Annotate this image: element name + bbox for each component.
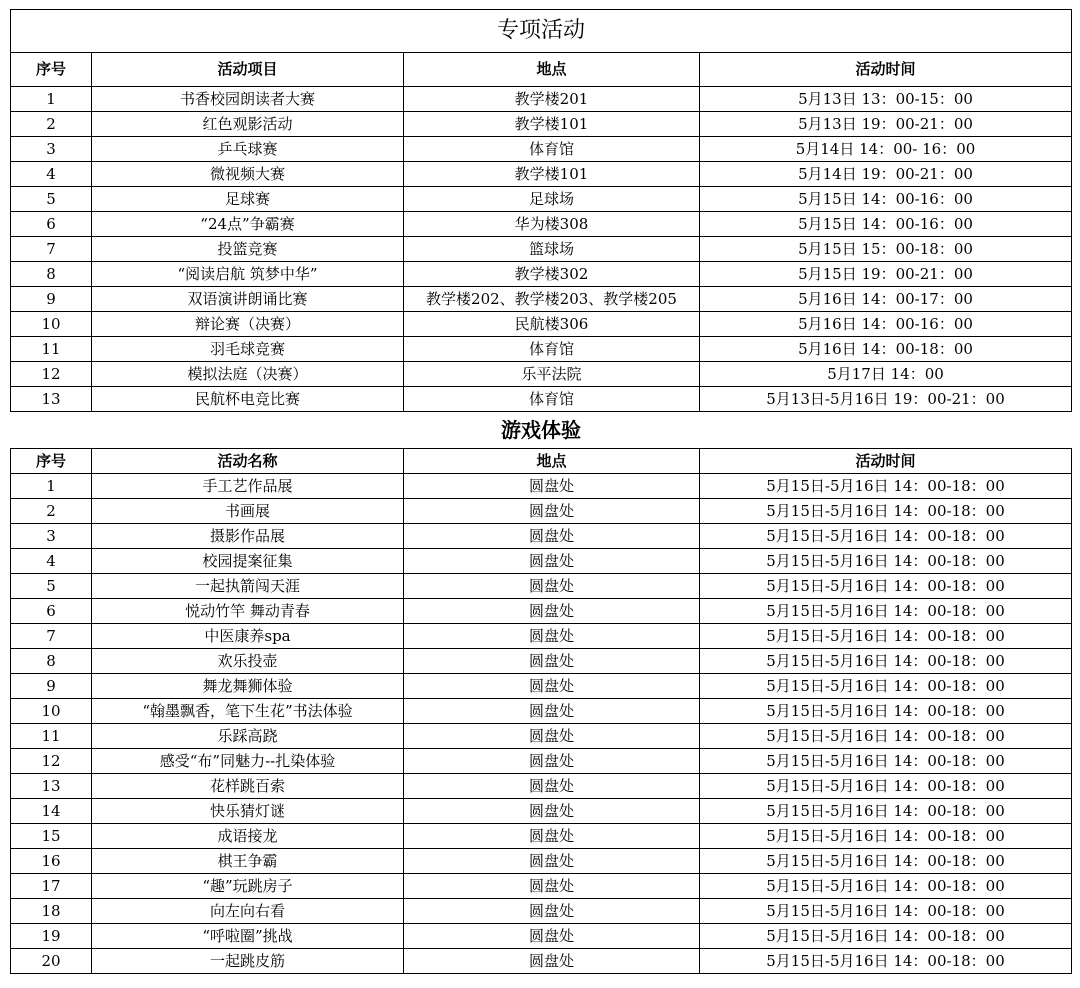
- activity-name-cell: 快乐猜灯谜: [92, 799, 404, 824]
- activity-name-cell: 花样跳百索: [92, 774, 404, 799]
- location-cell: 教学楼202、教学楼203、教学楼205: [404, 287, 700, 312]
- location-cell: 圆盘处: [404, 824, 700, 849]
- location-cell: 民航楼306: [404, 312, 700, 337]
- location-cell: 体育馆: [404, 387, 700, 412]
- time-cell: 5月15日-5月16日 14：00-18：00: [700, 774, 1072, 799]
- time-cell: 5月15日-5月16日 14：00-18：00: [700, 524, 1072, 549]
- table-row: [11, 312, 1072, 337]
- index-cell: 12: [11, 362, 92, 387]
- time-cell: 5月16日 14：00-16：00: [700, 312, 1072, 337]
- time-cell: 5月15日-5月16日 14：00-18：00: [700, 499, 1072, 524]
- index-cell: 20: [11, 949, 92, 974]
- location-cell: 圆盘处: [404, 874, 700, 899]
- table-row: [11, 649, 1072, 674]
- index-cell: 5: [11, 574, 92, 599]
- section1-header-index: 序号: [11, 53, 92, 87]
- time-cell: 5月15日-5月16日 14：00-18：00: [700, 574, 1072, 599]
- index-cell: 4: [11, 162, 92, 187]
- activity-schedule-table: [10, 9, 1072, 974]
- activity-name-cell: 一起跳皮筋: [92, 949, 404, 974]
- location-cell: 圆盘处: [404, 674, 700, 699]
- index-cell: 17: [11, 874, 92, 899]
- location-cell: 乐平法院: [404, 362, 700, 387]
- section1-title-row: [11, 10, 1072, 53]
- index-cell: 10: [11, 312, 92, 337]
- activity-name-cell: 红色观影活动: [92, 112, 404, 137]
- index-cell: 1: [11, 87, 92, 112]
- index-cell: 2: [11, 112, 92, 137]
- location-cell: 教学楼101: [404, 112, 700, 137]
- index-cell: 10: [11, 699, 92, 724]
- location-cell: 圆盘处: [404, 499, 700, 524]
- table-row: [11, 137, 1072, 162]
- time-cell: 5月15日 19：00-21：00: [700, 262, 1072, 287]
- table-row: [11, 674, 1072, 699]
- time-cell: 5月15日-5月16日 14：00-18：00: [700, 549, 1072, 574]
- table-row: [11, 774, 1072, 799]
- index-cell: 7: [11, 624, 92, 649]
- location-cell: 圆盘处: [404, 699, 700, 724]
- location-cell: 圆盘处: [404, 774, 700, 799]
- section1-header-time: 活动时间: [700, 53, 1072, 87]
- activity-name-cell: 中医康养spa: [92, 624, 404, 649]
- activity-name-cell: 民航杯电竞比赛: [92, 387, 404, 412]
- location-cell: 圆盘处: [404, 574, 700, 599]
- activity-name-cell: 手工艺作品展: [92, 474, 404, 499]
- activity-name-cell: 辩论赛（决赛）: [92, 312, 404, 337]
- index-cell: 15: [11, 824, 92, 849]
- location-cell: 教学楼302: [404, 262, 700, 287]
- section2-header-row: [11, 449, 1072, 474]
- index-cell: 5: [11, 187, 92, 212]
- schedule-body: [11, 10, 1072, 974]
- table-row: [11, 574, 1072, 599]
- time-cell: 5月15日-5月16日 14：00-18：00: [700, 649, 1072, 674]
- table-row: [11, 499, 1072, 524]
- location-cell: 教学楼101: [404, 162, 700, 187]
- location-cell: 教学楼201: [404, 87, 700, 112]
- location-cell: 圆盘处: [404, 849, 700, 874]
- index-cell: 4: [11, 549, 92, 574]
- index-cell: 9: [11, 674, 92, 699]
- time-cell: 5月15日 14：00-16：00: [700, 187, 1072, 212]
- location-cell: 足球场: [404, 187, 700, 212]
- table-row: [11, 699, 1072, 724]
- index-cell: 6: [11, 599, 92, 624]
- index-cell: 1: [11, 474, 92, 499]
- section1-header-name: 活动项目: [92, 53, 404, 87]
- index-cell: 9: [11, 287, 92, 312]
- index-cell: 18: [11, 899, 92, 924]
- index-cell: 2: [11, 499, 92, 524]
- index-cell: 7: [11, 237, 92, 262]
- table-row: [11, 724, 1072, 749]
- location-cell: 圆盘处: [404, 924, 700, 949]
- location-cell: 圆盘处: [404, 899, 700, 924]
- section2-title-row: [11, 412, 1072, 449]
- time-cell: 5月15日-5月16日 14：00-18：00: [700, 799, 1072, 824]
- activity-name-cell: 棋王争霸: [92, 849, 404, 874]
- table-row: [11, 237, 1072, 262]
- location-cell: 圆盘处: [404, 749, 700, 774]
- location-cell: 圆盘处: [404, 949, 700, 974]
- index-cell: 11: [11, 724, 92, 749]
- activity-name-cell: 向左向右看: [92, 899, 404, 924]
- table-row: [11, 474, 1072, 499]
- time-cell: 5月15日 14：00-16：00: [700, 212, 1072, 237]
- index-cell: 19: [11, 924, 92, 949]
- table-row: [11, 212, 1072, 237]
- time-cell: 5月14日 14：00- 16：00: [700, 137, 1072, 162]
- table-row: [11, 162, 1072, 187]
- time-cell: 5月15日-5月16日 14：00-18：00: [700, 749, 1072, 774]
- table-row: [11, 287, 1072, 312]
- time-cell: 5月15日-5月16日 14：00-18：00: [700, 899, 1072, 924]
- index-cell: 3: [11, 137, 92, 162]
- table-row: [11, 549, 1072, 574]
- activity-name-cell: 羽毛球竞赛: [92, 337, 404, 362]
- activity-name-cell: “趣”玩跳房子: [92, 874, 404, 899]
- index-cell: 12: [11, 749, 92, 774]
- table-row: [11, 187, 1072, 212]
- index-cell: 13: [11, 387, 92, 412]
- location-cell: 体育馆: [404, 137, 700, 162]
- index-cell: 14: [11, 799, 92, 824]
- table-row: [11, 924, 1072, 949]
- time-cell: 5月15日-5月16日 14：00-18：00: [700, 599, 1072, 624]
- location-cell: 圆盘处: [404, 624, 700, 649]
- location-cell: 篮球场: [404, 237, 700, 262]
- activity-name-cell: 欢乐投壶: [92, 649, 404, 674]
- section2-header-time: 活动时间: [700, 449, 1072, 474]
- activity-name-cell: 校园提案征集: [92, 549, 404, 574]
- activity-name-cell: “24点”争霸赛: [92, 212, 404, 237]
- location-cell: 华为楼308: [404, 212, 700, 237]
- table-row: [11, 849, 1072, 874]
- activity-name-cell: “呼啦圈”挑战: [92, 924, 404, 949]
- index-cell: 16: [11, 849, 92, 874]
- time-cell: 5月15日-5月16日 14：00-18：00: [700, 924, 1072, 949]
- table-row: [11, 337, 1072, 362]
- time-cell: 5月15日-5月16日 14：00-18：00: [700, 849, 1072, 874]
- table-row: [11, 599, 1072, 624]
- activity-name-cell: 摄影作品展: [92, 524, 404, 549]
- time-cell: 5月15日-5月16日 14：00-18：00: [700, 474, 1072, 499]
- index-cell: 8: [11, 262, 92, 287]
- location-cell: 圆盘处: [404, 474, 700, 499]
- location-cell: 圆盘处: [404, 599, 700, 624]
- time-cell: 5月15日-5月16日 14：00-18：00: [700, 674, 1072, 699]
- index-cell: 6: [11, 212, 92, 237]
- time-cell: 5月15日-5月16日 14：00-18：00: [700, 949, 1072, 974]
- time-cell: 5月13日 13：00-15：00: [700, 87, 1072, 112]
- activity-name-cell: 乐踩高跷: [92, 724, 404, 749]
- time-cell: 5月15日-5月16日 14：00-18：00: [700, 824, 1072, 849]
- table-row: [11, 899, 1072, 924]
- activity-name-cell: 双语演讲朗诵比赛: [92, 287, 404, 312]
- table-row: [11, 524, 1072, 549]
- activity-name-cell: “阅读启航 筑梦中华”: [92, 262, 404, 287]
- location-cell: 圆盘处: [404, 724, 700, 749]
- section2-header-name: 活动名称: [92, 449, 404, 474]
- activity-name-cell: 投篮竞赛: [92, 237, 404, 262]
- section1-header-location: 地点: [404, 53, 700, 87]
- time-cell: 5月15日-5月16日 14：00-18：00: [700, 724, 1072, 749]
- table-row: [11, 874, 1072, 899]
- activity-name-cell: 感受“布”同魅力--扎染体验: [92, 749, 404, 774]
- table-row: [11, 387, 1072, 412]
- activity-name-cell: 书香校园朗读者大赛: [92, 87, 404, 112]
- table-row: [11, 749, 1072, 774]
- activity-name-cell: 书画展: [92, 499, 404, 524]
- activity-name-cell: 模拟法庭（决赛）: [92, 362, 404, 387]
- table-row: [11, 799, 1072, 824]
- time-cell: 5月16日 14：00-17：00: [700, 287, 1072, 312]
- activity-name-cell: 一起执箭闯天涯: [92, 574, 404, 599]
- section2-header-index: 序号: [11, 449, 92, 474]
- time-cell: 5月13日-5月16日 19：00-21：00: [700, 387, 1072, 412]
- time-cell: 5月15日-5月16日 14：00-18：00: [700, 624, 1072, 649]
- location-cell: 圆盘处: [404, 649, 700, 674]
- location-cell: 圆盘处: [404, 549, 700, 574]
- activity-name-cell: 微视频大赛: [92, 162, 404, 187]
- table-row: [11, 824, 1072, 849]
- location-cell: 体育馆: [404, 337, 700, 362]
- index-cell: 8: [11, 649, 92, 674]
- activity-name-cell: 成语接龙: [92, 824, 404, 849]
- section2-title: 游戏体验: [11, 412, 1072, 449]
- index-cell: 13: [11, 774, 92, 799]
- table-row: [11, 624, 1072, 649]
- section1-header-row: [11, 53, 1072, 87]
- time-cell: 5月15日-5月16日 14：00-18：00: [700, 874, 1072, 899]
- time-cell: 5月14日 19：00-21：00: [700, 162, 1072, 187]
- activity-name-cell: 足球赛: [92, 187, 404, 212]
- table-row: [11, 87, 1072, 112]
- table-row: [11, 362, 1072, 387]
- table-row: [11, 262, 1072, 287]
- time-cell: 5月15日 15：00-18：00: [700, 237, 1072, 262]
- time-cell: 5月15日-5月16日 14：00-18：00: [700, 699, 1072, 724]
- section2-header-location: 地点: [404, 449, 700, 474]
- time-cell: 5月17日 14：00: [700, 362, 1072, 387]
- section1-title: 专项活动: [11, 10, 1072, 53]
- table-row: [11, 949, 1072, 974]
- index-cell: 11: [11, 337, 92, 362]
- time-cell: 5月13日 19：00-21：00: [700, 112, 1072, 137]
- location-cell: 圆盘处: [404, 799, 700, 824]
- activity-name-cell: 悦动竹竿 舞动青春: [92, 599, 404, 624]
- activity-name-cell: 乒乓球赛: [92, 137, 404, 162]
- activity-name-cell: “翰墨飘香，笔下生花”书法体验: [92, 699, 404, 724]
- index-cell: 3: [11, 524, 92, 549]
- location-cell: 圆盘处: [404, 524, 700, 549]
- activity-name-cell: 舞龙舞狮体验: [92, 674, 404, 699]
- time-cell: 5月16日 14：00-18：00: [700, 337, 1072, 362]
- table-row: [11, 112, 1072, 137]
